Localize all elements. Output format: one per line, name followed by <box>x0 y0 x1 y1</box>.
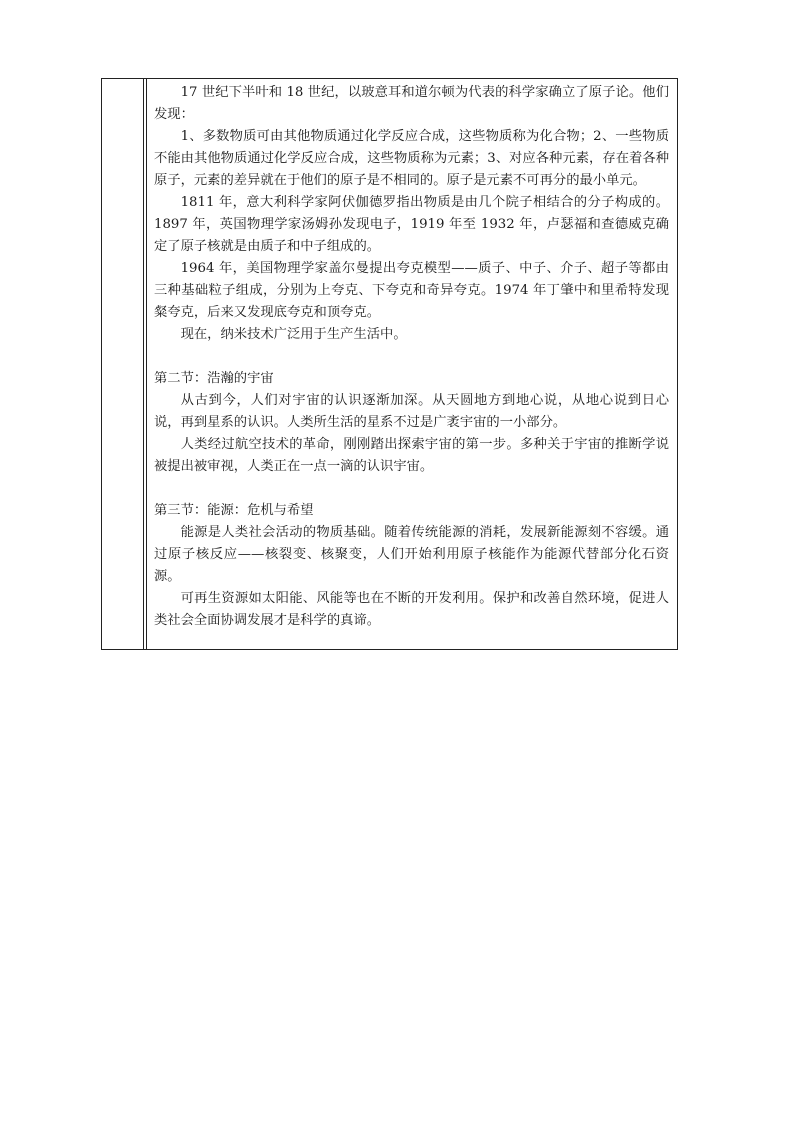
paragraph-atomic-theory: 17 世纪下半叶和 18 世纪，以玻意耳和道尔顿为代表的科学家确立了原子论。他们发现： <box>154 85 669 122</box>
table-content-cell <box>147 79 677 649</box>
paragraph-space-exploration: 人类经过航空技术的革命，刚刚踏出探索宇宙的第一步。多种关于宇宙的推断学说被提出被审视，人类正在一点一滴的认识宇宙。 <box>154 437 669 474</box>
paragraph-molecules-electrons: 1811 年，意大利科学家阿伏伽德罗指出物质是由几个院子相结合的分子构成的。1897 年，英国物理学家汤姆孙发现电子，1919 年至 1932 年，卢瑟福和查德威克确定了原子核就是由质子和中子组成的。 <box>154 195 669 254</box>
table-column-label <box>102 79 144 649</box>
paragraph-universe-understanding: 从古到今，人们对宇宙的认识逐渐加深。从天圆地方到地心说，从地心说到日心说，再到星系的认识。人类所生活的星系不过是广袤宇宙的一小部分。 <box>154 393 669 430</box>
lesson-table <box>101 78 678 650</box>
paragraph-nanotech: 现在，纳米技术广泛用于生产生活中。 <box>180 327 407 342</box>
paragraph-discoveries: 1、多数物质可由其他物质通过化学反应合成，这些物质称为化合物；2、一些物质不能由其他物质通过化学反应合成，这些物质称为元素；3、对应各种元素，存在着各种原子，元素的差异就在于他们的原子是不相同的。原子是元素不可再分的最小单元。 <box>154 129 669 188</box>
section-heading-universe: 第二节：浩瀚的宇宙 <box>154 371 274 386</box>
paragraph-energy-basis: 能源是人类社会活动的物质基础。随着传统能源的消耗，发展新能源刻不容缓。通过原子核反应——核裂变、核聚变，人们开始利用原子核能作为能源代替部分化石资源。 <box>154 525 669 584</box>
paragraph-quark-model: 1964 年，美国物理学家盖尔曼提出夸克模型——质子、中子、介子、超子等都由三种基础粒子组成，分别为上夸克、下夸克和奇异夸克。1974 年丁肇中和里希特发现粲夸克，后来又发现底夸克和顶夸克。 <box>154 261 669 320</box>
paragraph-renewable-energy: 可再生资源如太阳能、风能等也在不断的开发利用。保护和改善自然环境，促进人类社会全面协调发展才是科学的真谛。 <box>154 591 669 628</box>
section-heading-energy: 第三节：能源：危机与希望 <box>154 503 314 518</box>
